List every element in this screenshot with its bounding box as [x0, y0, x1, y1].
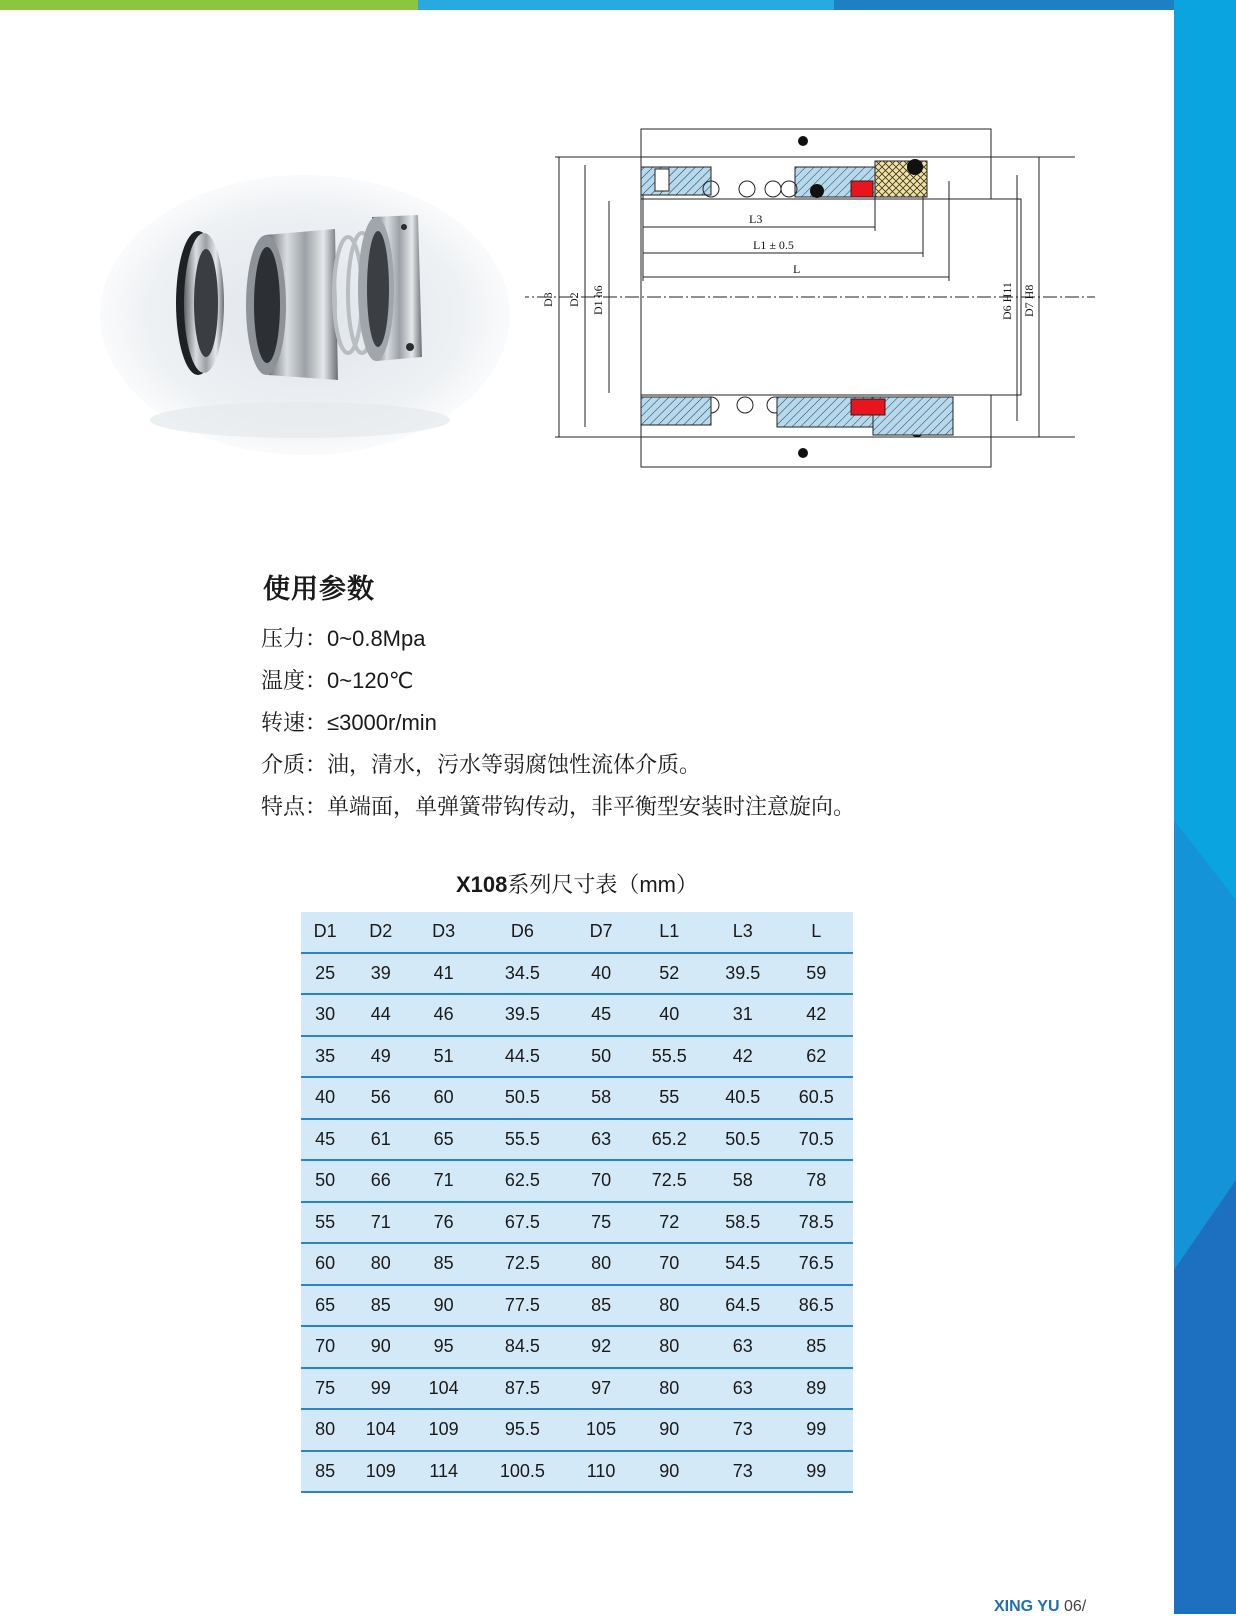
- table-cell: 30: [301, 994, 349, 1036]
- table-cell: 70.5: [779, 1119, 853, 1161]
- table-cell: 92: [570, 1326, 633, 1368]
- table-cell: 90: [349, 1326, 412, 1368]
- product-photo: [100, 175, 510, 455]
- table-cell: 50: [301, 1160, 349, 1202]
- table-cell: 70: [570, 1160, 633, 1202]
- table-title-text: 系列尺寸表（mm）: [507, 872, 699, 897]
- table-row: [301, 1243, 853, 1285]
- param-label: 压力：: [261, 626, 328, 651]
- table-cell: 77.5: [475, 1285, 569, 1327]
- table-cell: 46: [412, 994, 475, 1036]
- table-cell: 44: [349, 994, 412, 1036]
- param-row-speed: [261, 706, 437, 737]
- table-cell: 39.5: [475, 994, 569, 1036]
- table-body: [301, 953, 853, 1493]
- table-cell: 90: [412, 1285, 475, 1327]
- header-d1: D1: [301, 912, 349, 953]
- param-row-pressure: [261, 622, 425, 653]
- header-l: L: [779, 912, 853, 953]
- table-header-row: [301, 912, 853, 953]
- table-cell: 114: [412, 1451, 475, 1493]
- table-cell: 39: [349, 953, 412, 995]
- table-cell: 60.5: [779, 1077, 853, 1119]
- table-cell: 42: [779, 994, 853, 1036]
- table-row: [301, 1119, 853, 1161]
- dim-label-d7: D7 H8: [1022, 284, 1036, 317]
- table-title-model: X108: [455, 872, 508, 897]
- dim-label-d2: D2: [567, 292, 581, 307]
- table-cell: 40: [570, 953, 633, 995]
- table-cell: 56: [349, 1077, 412, 1119]
- table-cell: 39.5: [706, 953, 779, 995]
- dim-label-l3: L3: [749, 212, 763, 226]
- table-cell: 50: [570, 1036, 633, 1078]
- table-cell: 59: [779, 953, 853, 995]
- table-cell: 85: [412, 1243, 475, 1285]
- table-cell: 55: [301, 1202, 349, 1244]
- dim-label-d3: D3: [541, 292, 555, 307]
- table-cell: 40.5: [706, 1077, 779, 1119]
- side-decoration-panel: [1174, 0, 1236, 1614]
- table-cell: 31: [706, 994, 779, 1036]
- table-cell: 72.5: [475, 1243, 569, 1285]
- table-cell: 58: [570, 1077, 633, 1119]
- table-cell: 41: [412, 953, 475, 995]
- param-label: 介质：: [261, 752, 328, 777]
- table-cell: 78: [779, 1160, 853, 1202]
- table-row: [301, 1326, 853, 1368]
- table-cell: 61: [349, 1119, 412, 1161]
- param-value: ≤3000r/min: [327, 710, 437, 735]
- dim-label-l1: L1 ± 0.5: [753, 238, 794, 252]
- table-cell: 97: [570, 1368, 633, 1410]
- table-cell: 35: [301, 1036, 349, 1078]
- table-row: [301, 1409, 853, 1451]
- table-cell: 85: [570, 1285, 633, 1327]
- table-cell: 95: [412, 1326, 475, 1368]
- param-label: 转速：: [261, 710, 328, 735]
- dimension-table: [301, 912, 853, 1493]
- table-cell: 80: [633, 1368, 706, 1410]
- param-label: 温度：: [261, 668, 328, 693]
- table-cell: 73: [706, 1409, 779, 1451]
- table-cell: 64.5: [706, 1285, 779, 1327]
- page-number: 06/: [1063, 1598, 1087, 1615]
- table-cell: 99: [779, 1451, 853, 1493]
- table-cell: 67.5: [475, 1202, 569, 1244]
- param-row-temperature: [261, 664, 414, 695]
- header-d7: D7: [570, 912, 633, 953]
- table-cell: 60: [301, 1243, 349, 1285]
- param-row-features: [261, 790, 855, 821]
- params-title: 使用参数: [263, 574, 375, 604]
- top-color-bar: [0, 0, 1236, 10]
- header-d3: D3: [412, 912, 475, 953]
- param-value: 0~0.8Mpa: [327, 626, 426, 651]
- table-cell: 90: [633, 1409, 706, 1451]
- table-cell: 51: [412, 1036, 475, 1078]
- table-cell: 75: [301, 1368, 349, 1410]
- param-value: 单端面，单弹簧带钩传动，非平衡型安装时注意旋向。: [327, 794, 856, 819]
- table-cell: 84.5: [475, 1326, 569, 1368]
- table-cell: 80: [570, 1243, 633, 1285]
- header-d6: D6: [475, 912, 569, 953]
- table-cell: 45: [570, 994, 633, 1036]
- table-row: [301, 953, 853, 995]
- table-cell: 85: [779, 1326, 853, 1368]
- header-l3: L3: [706, 912, 779, 953]
- table-cell: 86.5: [779, 1285, 853, 1327]
- dim-label-l: L: [793, 262, 801, 276]
- table-cell: 62.5: [475, 1160, 569, 1202]
- table-cell: 62: [779, 1036, 853, 1078]
- table-title: [301, 868, 853, 899]
- param-value: 油，清水，污水等弱腐蚀性流体介质。: [327, 752, 702, 777]
- table-cell: 70: [301, 1326, 349, 1368]
- table-row: [301, 1451, 853, 1493]
- table-cell: 58: [706, 1160, 779, 1202]
- table-cell: 85: [349, 1285, 412, 1327]
- table-cell: 34.5: [475, 953, 569, 995]
- table-cell: 80: [633, 1285, 706, 1327]
- top-bar-green: [0, 0, 418, 10]
- table-row: [301, 1202, 853, 1244]
- table-cell: 40: [301, 1077, 349, 1119]
- dim-label-d1: D1 h6: [591, 285, 605, 315]
- table-cell: 76.5: [779, 1243, 853, 1285]
- table-cell: 89: [779, 1368, 853, 1410]
- table-cell: 70: [633, 1243, 706, 1285]
- table-cell: 104: [349, 1409, 412, 1451]
- table-cell: 76: [412, 1202, 475, 1244]
- table-cell: 71: [349, 1202, 412, 1244]
- table-cell: 63: [570, 1119, 633, 1161]
- table-cell: 55.5: [633, 1036, 706, 1078]
- table-cell: 44.5: [475, 1036, 569, 1078]
- table-row: [301, 994, 853, 1036]
- table-cell: 87.5: [475, 1368, 569, 1410]
- table-row: [301, 1285, 853, 1327]
- table-cell: 78.5: [779, 1202, 853, 1244]
- table-cell: 65.2: [633, 1119, 706, 1161]
- table-cell: 72: [633, 1202, 706, 1244]
- table-cell: 99: [349, 1368, 412, 1410]
- table-cell: 110: [570, 1451, 633, 1493]
- table-cell: 104: [412, 1368, 475, 1410]
- technical-drawing: [525, 125, 1105, 485]
- table-cell: 58.5: [706, 1202, 779, 1244]
- table-cell: 65: [301, 1285, 349, 1327]
- param-label: 特点：: [261, 794, 328, 819]
- table-row: [301, 1077, 853, 1119]
- table-cell: 63: [706, 1368, 779, 1410]
- table-row: [301, 1368, 853, 1410]
- table-cell: 40: [633, 994, 706, 1036]
- table-cell: 109: [349, 1451, 412, 1493]
- table-cell: 50.5: [706, 1119, 779, 1161]
- table-cell: 55.5: [475, 1119, 569, 1161]
- table-cell: 49: [349, 1036, 412, 1078]
- footer-brand: XING YU: [994, 1598, 1060, 1615]
- footer: [994, 1598, 1086, 1616]
- table-cell: 73: [706, 1451, 779, 1493]
- param-row-medium: [261, 748, 701, 779]
- table-cell: 45: [301, 1119, 349, 1161]
- table-cell: 63: [706, 1326, 779, 1368]
- table-cell: 80: [349, 1243, 412, 1285]
- table-cell: 80: [633, 1326, 706, 1368]
- table-cell: 71: [412, 1160, 475, 1202]
- table-cell: 90: [633, 1451, 706, 1493]
- table-cell: 60: [412, 1077, 475, 1119]
- table-row: [301, 1160, 853, 1202]
- table-cell: 85: [301, 1451, 349, 1493]
- table-cell: 42: [706, 1036, 779, 1078]
- table-cell: 100.5: [475, 1451, 569, 1493]
- param-value: 0~120℃: [327, 668, 414, 693]
- top-bar-dark-blue: [834, 0, 1174, 10]
- dim-label-d6: D6 H11: [1000, 282, 1014, 320]
- header-l1: L1: [633, 912, 706, 953]
- top-bar-blue: [418, 0, 834, 10]
- table-cell: 54.5: [706, 1243, 779, 1285]
- table-cell: 72.5: [633, 1160, 706, 1202]
- table-cell: 105: [570, 1409, 633, 1451]
- table-cell: 52: [633, 953, 706, 995]
- table-cell: 99: [779, 1409, 853, 1451]
- table-cell: 109: [412, 1409, 475, 1451]
- table-cell: 65: [412, 1119, 475, 1161]
- table-cell: 95.5: [475, 1409, 569, 1451]
- table-cell: 75: [570, 1202, 633, 1244]
- table-cell: 66: [349, 1160, 412, 1202]
- header-d2: D2: [349, 912, 412, 953]
- table-cell: 25: [301, 953, 349, 995]
- table-row: [301, 1036, 853, 1078]
- table-cell: 50.5: [475, 1077, 569, 1119]
- table-cell: 55: [633, 1077, 706, 1119]
- table-cell: 80: [301, 1409, 349, 1451]
